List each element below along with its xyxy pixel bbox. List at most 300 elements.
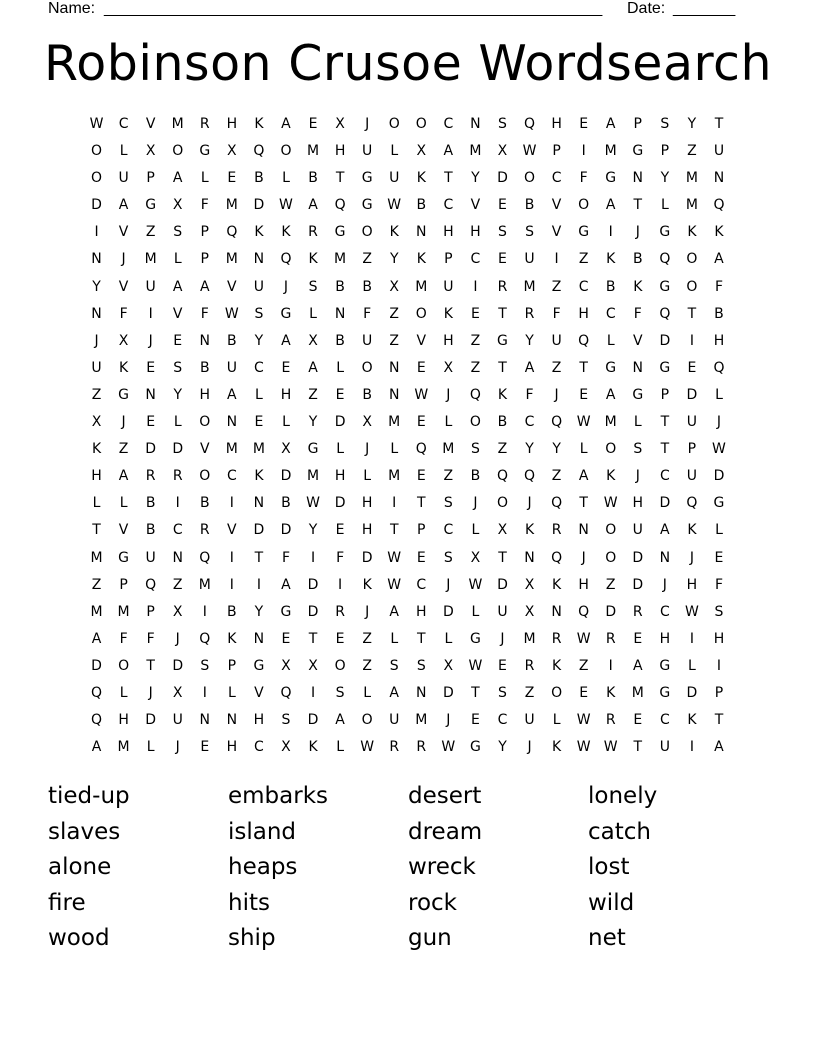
grid-letter[interactable]: O [578, 197, 590, 214]
grid-letter[interactable]: W [522, 143, 537, 160]
grid-letter[interactable]: L [660, 197, 669, 214]
grid-letter[interactable]: Y [525, 332, 534, 349]
grid-letter[interactable]: M [225, 441, 238, 458]
grid-letter[interactable]: X [308, 332, 318, 349]
grid-letter[interactable]: U [659, 739, 670, 756]
grid-letter[interactable]: S [443, 549, 453, 566]
grid-letter[interactable]: W [306, 495, 320, 512]
grid-letter[interactable]: G [632, 386, 644, 403]
grid-letter[interactable]: N [578, 522, 589, 539]
grid-letter[interactable]: N [713, 170, 725, 187]
grid-letter[interactable]: Q [524, 468, 536, 485]
grid-letter[interactable]: G [659, 278, 671, 295]
grid-letter[interactable]: C [118, 116, 129, 132]
grid-letter[interactable]: Q [686, 495, 698, 512]
grid-letter[interactable]: E [416, 549, 426, 566]
grid-letter[interactable]: O [388, 116, 400, 132]
grid-letter[interactable]: A [578, 468, 589, 485]
grid-letter[interactable]: L [715, 386, 723, 403]
grid-letter[interactable]: K [119, 359, 129, 376]
grid-letter[interactable]: E [470, 305, 480, 322]
grid-letter[interactable]: B [199, 359, 210, 376]
grid-letter[interactable]: N [334, 305, 346, 322]
grid-letter[interactable]: Z [551, 278, 562, 295]
grid-letter[interactable]: J [527, 495, 532, 512]
grid-letter[interactable]: O [91, 143, 103, 160]
grid-letter[interactable]: K [497, 386, 508, 403]
grid-letter[interactable]: K [362, 576, 372, 593]
grid-letter[interactable]: I [689, 332, 694, 349]
grid-letter[interactable]: X [118, 332, 129, 349]
grid-letter[interactable]: V [118, 224, 129, 241]
grid-letter[interactable]: N [632, 359, 644, 376]
grid-letter[interactable]: N [253, 630, 265, 647]
grid-letter[interactable]: W [576, 630, 591, 647]
grid-letter[interactable]: I [608, 224, 613, 241]
grid-letter[interactable]: K [227, 630, 237, 647]
grid-letter[interactable]: Y [254, 603, 264, 620]
grid-letter[interactable]: O [361, 224, 373, 241]
grid-letter[interactable]: I [338, 576, 343, 593]
grid-letter[interactable]: V [227, 522, 237, 539]
grid-letter[interactable]: Z [172, 576, 183, 593]
grid-letter[interactable]: J [283, 278, 289, 295]
grid-letter[interactable]: B [714, 305, 724, 322]
grid-letter[interactable]: X [91, 414, 102, 431]
grid-letter[interactable]: I [581, 143, 586, 160]
grid-letter[interactable]: O [172, 143, 184, 160]
grid-letter[interactable]: A [91, 739, 102, 756]
grid-letter[interactable]: Q [280, 251, 292, 268]
grid-letter[interactable]: K [552, 739, 562, 756]
grid-letter[interactable]: U [443, 278, 454, 295]
grid-letter[interactable]: A [605, 197, 616, 214]
grid-letter[interactable]: Q [659, 305, 671, 322]
grid-letter[interactable]: Z [389, 305, 400, 322]
grid-letter[interactable]: V [145, 116, 156, 132]
grid-letter[interactable]: X [524, 576, 535, 593]
grid-letter[interactable]: Y [498, 739, 507, 756]
grid-letter[interactable]: P [227, 657, 237, 674]
date-field[interactable]: _______ [673, 0, 736, 17]
grid-letter[interactable]: L [173, 414, 182, 431]
grid-letter[interactable]: B [470, 468, 481, 485]
grid-letter[interactable]: Y [389, 251, 399, 268]
grid-letter[interactable]: T [633, 197, 643, 214]
grid-letter[interactable]: X [335, 116, 345, 132]
grid-letter[interactable]: P [119, 576, 128, 593]
grid-letter[interactable]: X [362, 414, 372, 431]
grid-letter[interactable]: C [578, 278, 589, 295]
grid-letter[interactable]: J [635, 224, 640, 241]
grid-letter[interactable]: O [415, 116, 427, 132]
grid-letter[interactable]: H [199, 386, 211, 403]
grid-letter[interactable]: U [389, 712, 400, 729]
grid-letter[interactable]: L [92, 495, 101, 512]
grid-letter[interactable]: R [524, 657, 535, 674]
grid-letter[interactable]: E [498, 657, 507, 674]
grid-letter[interactable]: A [714, 739, 724, 756]
grid-letter[interactable]: G [605, 170, 617, 187]
grid-letter[interactable]: C [443, 522, 454, 539]
grid-letter[interactable]: Z [497, 441, 508, 458]
grid-letter[interactable]: R [497, 278, 508, 295]
grid-letter[interactable]: S [498, 224, 507, 241]
grid-letter[interactable]: M [415, 712, 428, 729]
grid-letter[interactable]: K [254, 224, 264, 241]
grid-letter[interactable]: L [390, 630, 399, 647]
grid-letter[interactable]: D [280, 522, 292, 539]
grid-letter[interactable]: O [280, 143, 292, 160]
grid-letter[interactable]: A [91, 630, 102, 647]
grid-letter[interactable]: N [632, 170, 644, 187]
grid-letter[interactable]: N [253, 495, 265, 512]
grid-letter[interactable]: I [256, 576, 261, 593]
grid-letter[interactable]: A [281, 576, 291, 593]
grid-letter[interactable]: E [579, 116, 589, 132]
grid-letter[interactable]: S [281, 712, 291, 729]
grid-letter[interactable]: W [603, 495, 618, 512]
grid-letter[interactable]: O [605, 522, 617, 539]
grid-letter[interactable]: O [524, 170, 536, 187]
grid-letter[interactable]: M [523, 278, 536, 295]
grid-letter[interactable]: G [361, 170, 373, 187]
grid-letter[interactable]: X [443, 359, 454, 376]
grid-letter[interactable]: V [172, 305, 183, 322]
grid-letter[interactable]: T [92, 522, 101, 539]
grid-letter[interactable]: V [632, 332, 643, 349]
grid-letter[interactable]: S [254, 305, 264, 322]
grid-letter[interactable]: E [308, 116, 318, 132]
grid-letter[interactable]: Y [254, 332, 264, 349]
grid-letter[interactable]: O [334, 657, 346, 674]
grid-letter[interactable]: H [91, 468, 102, 485]
grid-letter[interactable]: P [146, 170, 155, 187]
grid-letter[interactable]: L [715, 522, 723, 539]
grid-letter[interactable]: K [281, 224, 291, 241]
grid-letter[interactable]: Z [308, 386, 318, 403]
grid-letter[interactable]: A [389, 684, 399, 701]
grid-letter[interactable]: J [473, 495, 478, 512]
grid-letter[interactable]: N [91, 305, 102, 322]
grid-letter[interactable]: Z [362, 657, 372, 674]
grid-letter[interactable]: A [199, 278, 210, 295]
grid-letter[interactable]: K [606, 468, 616, 485]
grid-letter[interactable]: P [660, 386, 670, 403]
grid-letter[interactable]: W [387, 197, 402, 214]
grid-letter[interactable]: S [308, 278, 318, 295]
grid-letter[interactable]: N [91, 251, 102, 268]
grid-letter[interactable]: G [713, 495, 725, 512]
grid-letter[interactable]: D [659, 495, 671, 512]
grid-letter[interactable]: D [172, 441, 184, 458]
grid-letter[interactable]: N [253, 251, 265, 268]
grid-letter[interactable]: I [148, 305, 153, 322]
grid-letter[interactable]: E [416, 468, 426, 485]
grid-letter[interactable]: S [173, 359, 183, 376]
grid-letter[interactable]: G [253, 657, 265, 674]
grid-letter[interactable]: L [471, 522, 480, 539]
grid-letter[interactable]: M [388, 414, 401, 431]
grid-letter[interactable]: M [415, 278, 428, 295]
grid-letter[interactable]: Q [280, 684, 292, 701]
grid-letter[interactable]: M [469, 143, 482, 160]
grid-letter[interactable]: H [470, 224, 481, 241]
grid-letter[interactable]: E [146, 414, 156, 431]
grid-letter[interactable]: C [659, 468, 670, 485]
grid-letter[interactable]: W [468, 657, 483, 674]
grid-letter[interactable]: D [442, 603, 454, 620]
grid-letter[interactable]: A [118, 468, 129, 485]
grid-letter[interactable]: R [416, 739, 427, 756]
grid-letter[interactable]: Q [524, 116, 536, 132]
grid-letter[interactable]: I [689, 630, 694, 647]
grid-letter[interactable]: D [605, 603, 617, 620]
grid-letter[interactable]: J [148, 332, 153, 349]
grid-letter[interactable]: W [414, 386, 429, 403]
grid-letter[interactable]: S [470, 441, 480, 458]
grid-letter[interactable]: J [175, 739, 180, 756]
grid-letter[interactable]: A [281, 332, 291, 349]
grid-letter[interactable]: B [335, 332, 345, 349]
grid-letter[interactable]: U [524, 712, 535, 729]
grid-letter[interactable]: T [660, 441, 670, 458]
grid-letter[interactable]: X [443, 657, 454, 674]
grid-letter[interactable]: P [444, 251, 453, 268]
grid-letter[interactable]: K [443, 305, 453, 322]
grid-letter[interactable]: I [175, 495, 180, 512]
grid-letter[interactable]: D [145, 441, 157, 458]
grid-letter[interactable]: N [416, 224, 427, 241]
grid-letter[interactable]: B [524, 197, 535, 214]
grid-letter[interactable]: A [605, 386, 616, 403]
grid-letter[interactable]: X [172, 197, 183, 214]
grid-letter[interactable]: L [363, 468, 372, 485]
grid-letter[interactable]: P [146, 603, 155, 620]
grid-letter[interactable]: A [227, 386, 237, 403]
grid-letter[interactable]: W [576, 712, 591, 729]
grid-letter[interactable]: K [606, 684, 616, 701]
grid-letter[interactable]: C [254, 739, 264, 756]
grid-letter[interactable]: T [389, 522, 399, 539]
grid-letter[interactable]: W [224, 305, 239, 322]
grid-letter[interactable]: S [389, 657, 399, 674]
grid-letter[interactable]: W [468, 576, 483, 593]
grid-letter[interactable]: P [714, 684, 724, 701]
grid-letter[interactable]: B [227, 332, 237, 349]
grid-letter[interactable]: T [660, 414, 670, 431]
grid-letter[interactable]: D [307, 576, 319, 593]
grid-letter[interactable]: J [365, 116, 370, 132]
grid-letter[interactable]: S [498, 116, 507, 132]
grid-letter[interactable]: R [172, 468, 183, 485]
grid-letter[interactable]: W [684, 603, 699, 620]
grid-letter[interactable]: R [199, 522, 210, 539]
grid-letter[interactable]: Q [578, 332, 590, 349]
grid-letter[interactable]: S [525, 224, 534, 241]
grid-letter[interactable]: Q [659, 251, 671, 268]
grid-letter[interactable]: Q [415, 441, 427, 458]
grid-letter[interactable]: N [659, 549, 671, 566]
grid-letter[interactable]: L [282, 414, 290, 431]
grid-letter[interactable]: U [362, 143, 373, 160]
grid-letter[interactable]: Q [713, 197, 725, 214]
grid-letter[interactable]: H [578, 576, 589, 593]
grid-letter[interactable]: I [229, 549, 234, 566]
grid-letter[interactable]: S [200, 657, 210, 674]
grid-letter[interactable]: H [334, 143, 346, 160]
grid-letter[interactable]: Z [91, 386, 102, 403]
grid-letter[interactable]: T [444, 170, 453, 187]
grid-letter[interactable]: T [579, 495, 588, 512]
grid-letter[interactable]: H [361, 495, 373, 512]
grid-letter[interactable]: K [687, 224, 697, 241]
grid-letter[interactable]: U [226, 359, 237, 376]
grid-letter[interactable]: R [335, 603, 345, 620]
grid-letter[interactable]: K [524, 522, 535, 539]
grid-letter[interactable]: N [172, 549, 183, 566]
grid-letter[interactable]: D [632, 576, 644, 593]
grid-letter[interactable]: H [280, 386, 292, 403]
grid-letter[interactable]: J [446, 386, 451, 403]
grid-letter[interactable]: B [416, 197, 427, 214]
grid-letter[interactable]: T [308, 630, 318, 647]
grid-letter[interactable]: T [498, 305, 507, 322]
grid-letter[interactable]: D [659, 332, 671, 349]
grid-letter[interactable]: E [633, 712, 643, 729]
grid-letter[interactable]: I [202, 684, 207, 701]
grid-letter[interactable]: Q [199, 630, 211, 647]
grid-letter[interactable]: J [500, 630, 505, 647]
grid-letter[interactable]: Y [552, 441, 561, 458]
grid-letter[interactable]: R [605, 712, 616, 729]
grid-letter[interactable]: M [171, 116, 184, 132]
grid-letter[interactable]: Q [91, 712, 103, 729]
grid-letter[interactable]: H [551, 116, 562, 132]
grid-letter[interactable]: L [606, 332, 615, 349]
grid-letter[interactable]: U [145, 549, 156, 566]
grid-letter[interactable]: H [578, 305, 589, 322]
grid-letter[interactable]: F [281, 549, 290, 566]
grid-letter[interactable]: K [714, 224, 724, 241]
grid-letter[interactable]: D [497, 576, 508, 593]
grid-letter[interactable]: Q [91, 684, 103, 701]
grid-letter[interactable]: D [91, 657, 102, 674]
grid-letter[interactable]: C [605, 305, 616, 322]
grid-letter[interactable]: T [254, 549, 264, 566]
grid-letter[interactable]: L [336, 359, 344, 376]
grid-letter[interactable]: D [172, 657, 184, 674]
grid-letter[interactable]: O [605, 549, 617, 566]
grid-letter[interactable]: X [281, 441, 291, 458]
grid-letter[interactable]: Q [469, 386, 481, 403]
grid-letter[interactable]: F [714, 576, 723, 593]
grid-letter[interactable]: K [416, 170, 426, 187]
grid-letter[interactable]: E [281, 630, 291, 647]
grid-letter[interactable]: V [470, 197, 481, 214]
grid-letter[interactable]: H [253, 712, 265, 729]
grid-letter[interactable]: W [387, 549, 402, 566]
grid-letter[interactable]: J [121, 414, 126, 431]
grid-letter[interactable]: F [200, 305, 209, 322]
grid-letter[interactable]: I [310, 549, 316, 566]
grid-letter[interactable]: U [632, 522, 643, 539]
grid-letter[interactable]: Z [605, 576, 616, 593]
grid-letter[interactable]: E [687, 359, 697, 376]
grid-letter[interactable]: N [551, 603, 562, 620]
grid-letter[interactable]: K [552, 657, 562, 674]
grid-letter[interactable]: D [334, 495, 346, 512]
grid-letter[interactable]: O [199, 468, 211, 485]
grid-letter[interactable]: B [145, 522, 156, 539]
grid-letter[interactable]: I [310, 684, 316, 701]
grid-letter[interactable]: W [89, 116, 104, 132]
grid-letter[interactable]: D [91, 197, 102, 214]
grid-letter[interactable]: A [308, 359, 318, 376]
grid-letter[interactable]: S [416, 657, 426, 674]
grid-letter[interactable]: N [470, 116, 481, 132]
grid-letter[interactable]: D [686, 386, 698, 403]
grid-letter[interactable]: H [686, 576, 698, 593]
grid-letter[interactable]: L [390, 143, 399, 160]
grid-letter[interactable]: B [362, 278, 372, 295]
grid-letter[interactable]: O [118, 657, 130, 674]
grid-letter[interactable]: W [712, 441, 726, 458]
grid-letter[interactable]: J [716, 414, 722, 431]
grid-letter[interactable]: M [604, 414, 617, 431]
grid-letter[interactable]: J [446, 712, 451, 729]
grid-letter[interactable]: W [603, 739, 618, 756]
grid-letter[interactable]: K [606, 251, 616, 268]
grid-letter[interactable]: Z [524, 684, 535, 701]
grid-letter[interactable]: A [524, 359, 535, 376]
grid-letter[interactable]: J [581, 549, 586, 566]
grid-letter[interactable]: U [497, 603, 508, 620]
grid-letter[interactable]: X [308, 657, 318, 674]
grid-letter[interactable]: E [335, 522, 345, 539]
grid-letter[interactable]: L [119, 143, 128, 160]
grid-letter[interactable]: B [254, 170, 264, 187]
grid-letter[interactable]: F [714, 278, 723, 295]
grid-letter[interactable]: G [578, 224, 590, 241]
grid-letter[interactable]: M [117, 603, 130, 620]
grid-letter[interactable]: M [144, 251, 157, 268]
grid-letter[interactable]: N [199, 712, 211, 729]
grid-letter[interactable]: I [554, 251, 559, 268]
grid-letter[interactable]: D [713, 468, 725, 485]
grid-letter[interactable]: P [552, 143, 561, 160]
grid-letter[interactable]: S [443, 495, 453, 512]
grid-letter[interactable]: L [390, 441, 399, 458]
grid-letter[interactable]: A [605, 116, 616, 132]
grid-letter[interactable]: L [336, 441, 344, 458]
grid-letter[interactable]: L [579, 441, 588, 458]
grid-letter[interactable]: F [552, 305, 561, 322]
grid-letter[interactable]: G [118, 386, 130, 403]
grid-letter[interactable]: K [416, 251, 426, 268]
grid-letter[interactable]: U [91, 359, 102, 376]
grid-letter[interactable]: M [252, 441, 265, 458]
grid-letter[interactable]: R [308, 224, 318, 241]
grid-letter[interactable]: L [146, 739, 155, 756]
grid-letter[interactable]: Q [551, 414, 563, 431]
grid-letter[interactable]: M [442, 441, 455, 458]
grid-letter[interactable]: L [200, 170, 209, 187]
grid-letter[interactable]: E [416, 359, 426, 376]
grid-letter[interactable]: C [524, 414, 535, 431]
grid-letter[interactable]: K [91, 441, 102, 458]
grid-letter[interactable]: Z [389, 332, 400, 349]
